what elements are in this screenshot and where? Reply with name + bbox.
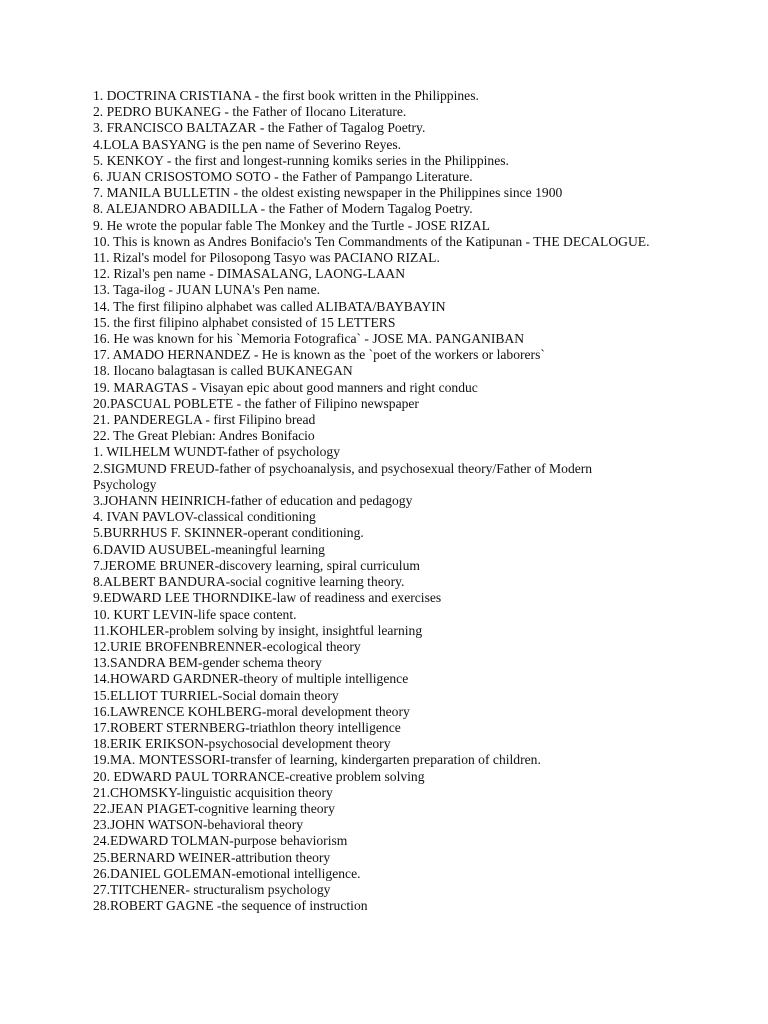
document-line: 7.JEROME BRUNER-discovery learning, spiral curriculum [93, 557, 420, 573]
document-line: 2. PEDRO BUKANEG - the Father of Ilocano Literature. [93, 104, 407, 120]
document-text [93, 88, 653, 914]
document-line: 22. The Great Plebian: Andres Bonifacio [93, 428, 315, 444]
document-line: 3. FRANCISCO BALTAZAR - the Father of Tagalog Poetry. [93, 120, 426, 136]
document-line: 4.LOLA BASYANG is the pen name of Severino Reyes. [93, 136, 402, 152]
document-line: 6. JUAN CRISOSTOMO SOTO - the Father of Pampango Literature. [93, 169, 473, 185]
document-line: 12.URIE BROFENBRENNER-ecological theory [93, 638, 361, 654]
document-line: 17.ROBERT STERNBERG-triathlon theory intelligence [93, 719, 401, 735]
document-line: 16. He was known for his `Memoria Fotografica` - JOSE MA. PANGANIBAN [93, 331, 525, 347]
document-line: 17. AMADO HERNANDEZ - He is known as the `poet of the workers or laborers` [93, 347, 545, 363]
document-line: 8.ALBERT BANDURA-social cognitive learning theory. [93, 574, 405, 590]
document-line: 7. MANILA BULLETIN - the oldest existing newspaper in the Philippines since 1900 [93, 185, 563, 201]
document-line: 4. IVAN PAVLOV-classical conditioning [93, 509, 316, 525]
document-line: 26.DANIEL GOLEMAN-emotional intelligence. [93, 865, 361, 881]
document-line: 14.HOWARD GARDNER-theory of multiple intelligence [93, 671, 409, 687]
document-line: 10. KURT LEVIN-life space content. [93, 606, 297, 622]
document-line: 14. The first filipino alphabet was called ALIBATA/BAYBAYIN [93, 298, 446, 314]
document-line: 1. DOCTRINA CRISTIANA - the first book written in the Philippines. [93, 88, 479, 103]
document-line: 18. Ilocano balagtasan is called BUKANEGAN [93, 363, 353, 379]
document-line: 8. ALEJANDRO ABADILLA - the Father of Modern Tagalog Poetry. [93, 201, 473, 217]
document-line: 9.EDWARD LEE THORNDIKE-law of readiness and exercises [93, 590, 442, 606]
document-line: 19. MARAGTAS - Visayan epic about good manners and right conduc [93, 379, 478, 395]
document-line: 16.LAWRENCE KOHLBERG-moral development theory [93, 703, 410, 719]
document-line: 6.DAVID AUSUBEL-meaningful learning [93, 541, 325, 557]
document-line: 27.TITCHENER- structuralism psychology [93, 881, 331, 897]
document-line: 22.JEAN PIAGET-cognitive learning theory [93, 800, 335, 816]
document-line: 24.EDWARD TOLMAN-purpose behaviorism [93, 833, 348, 849]
document-line: 5.BURRHUS F. SKINNER-operant conditioning. [93, 525, 364, 541]
document-line: 11.KOHLER-problem solving by insight, insightful learning [93, 622, 423, 638]
document-line: 13.SANDRA BEM-gender schema theory [93, 655, 322, 671]
document-line: 1. WILHELM WUNDT-father of psychology [93, 444, 341, 460]
document-line: 10. This is known as Andres Bonifacio's Ten Commandments of the Katipunan - THE DECALOGUE. [93, 233, 650, 249]
document-line: 23.JOHN WATSON-behavioral theory [93, 817, 304, 833]
document-line: 2.SIGMUND FREUD-father of psychoanalysis, and psychosexual theory/Father of Modern Psychology [93, 460, 593, 492]
document-line: 11. Rizal's model for Pilosopong Tasyo was PACIANO RIZAL. [93, 250, 440, 266]
document-line: 20.PASCUAL POBLETE - the father of Filipino newspaper [93, 395, 419, 411]
document-line: 18.ERIK ERIKSON-psychosocial development theory [93, 736, 391, 752]
document-line: 9. He wrote the popular fable The Monkey and the Turtle - JOSE RIZAL [93, 217, 490, 233]
document-line: 13. Taga-ilog - JUAN LUNA's Pen name. [93, 282, 321, 298]
document-line: 21.CHOMSKY-linguistic acquisition theory [93, 784, 333, 800]
document-line: 12. Rizal's pen name - DIMASALANG, LAONG-LAAN [93, 266, 406, 282]
document-line: 19.MA. MONTESSORI-transfer of learning, kindergarten preparation of children. [93, 752, 541, 768]
document-line: 5. KENKOY - the first and longest-running komiks series in the Philippines. [93, 152, 509, 168]
document-line: 28.ROBERT GAGNE -the sequence of instruction [93, 898, 368, 914]
document-line: 25.BERNARD WEINER-attribution theory [93, 849, 331, 865]
document-line: 21. PANDEREGLA - first Filipino bread [93, 412, 316, 428]
document-line: 15.ELLIOT TURRIEL-Social domain theory [93, 687, 339, 703]
document-line: 20. EDWARD PAUL TORRANCE-creative problem solving [93, 768, 425, 784]
document-line: 15. the first filipino alphabet consisted of 15 LETTERS [93, 314, 396, 330]
document-line: 3.JOHANN HEINRICH-father of education and pedagogy [93, 493, 413, 509]
